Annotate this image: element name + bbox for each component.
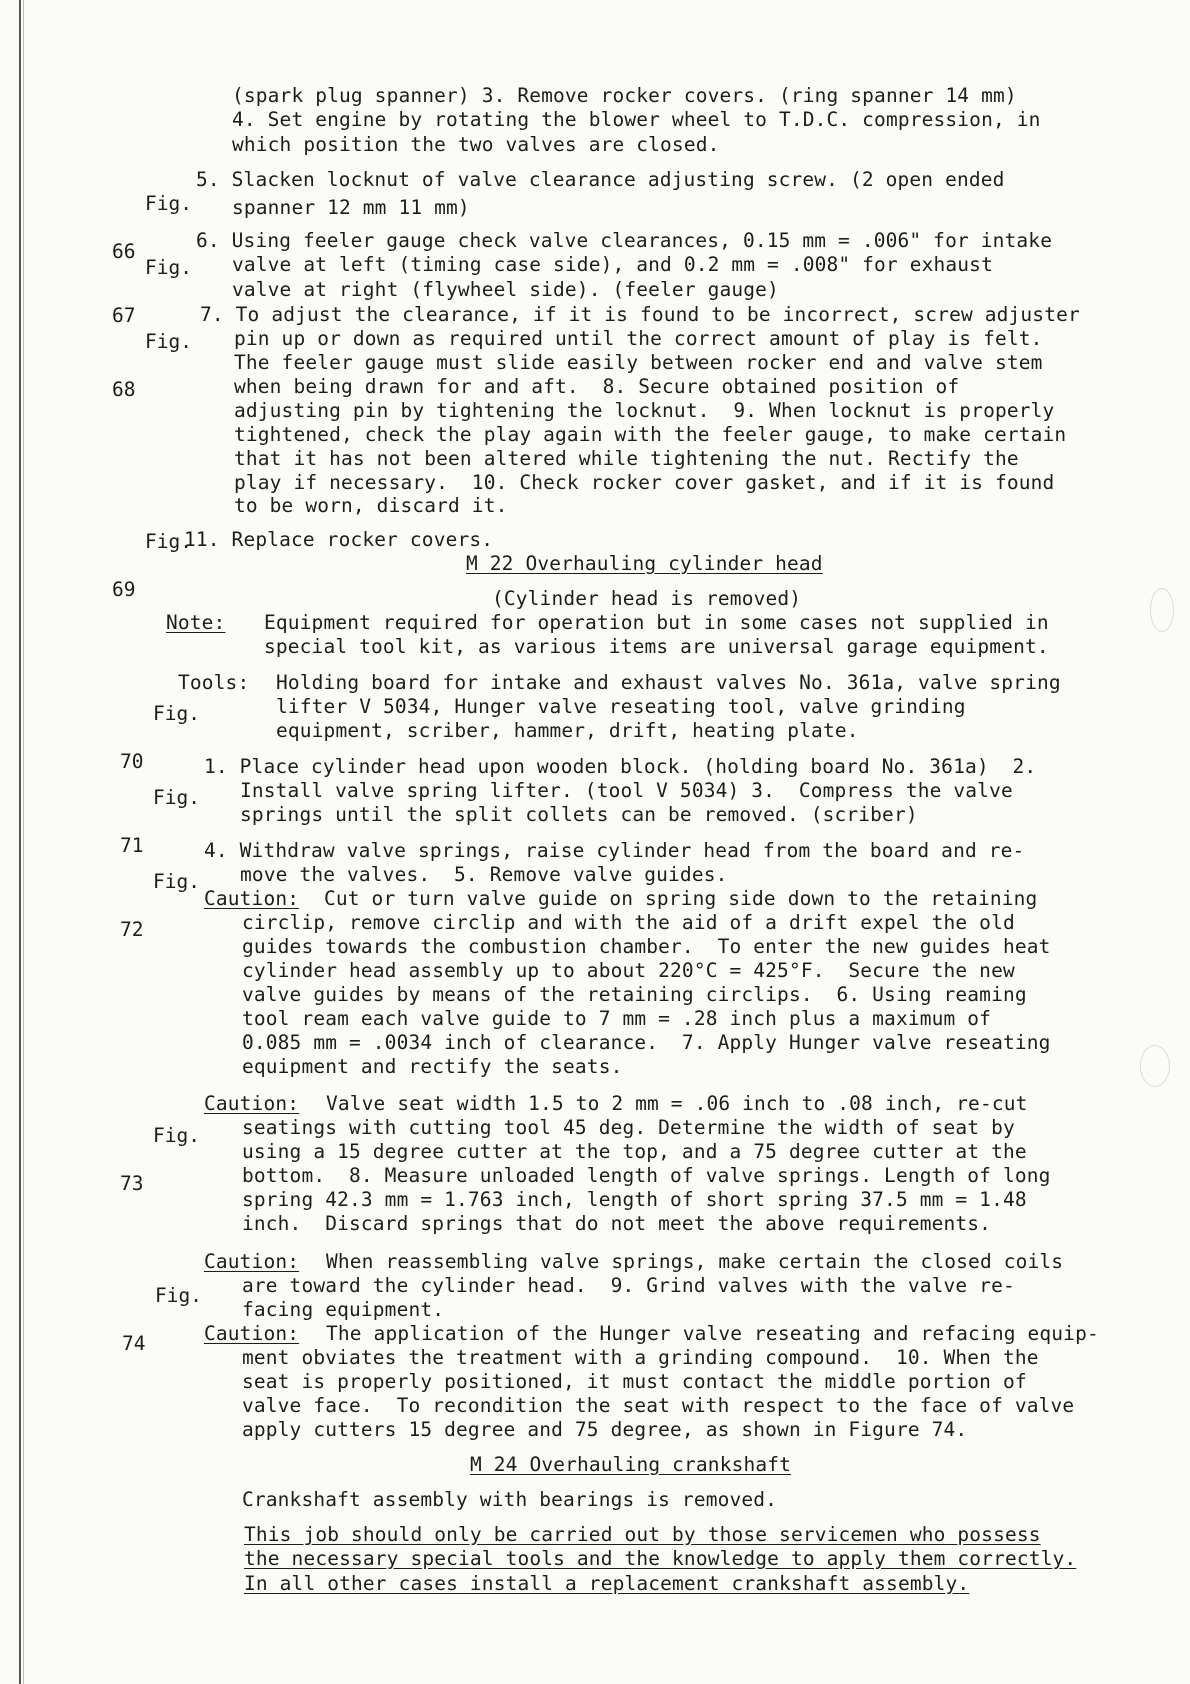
text-line: 6. Using feeler gauge check valve clearances, 0.15 mm = .006" for intake — [196, 229, 1053, 252]
text-line: Equipment required for operation but in some cases not supplied in — [264, 611, 1049, 634]
figure-label: Fig. — [144, 330, 192, 353]
text-line: valve at left (timing case side), and 0.2 mm = .008" for exhaust — [232, 253, 993, 276]
figure-number: 73 — [120, 1172, 144, 1195]
tools-label: Tools: — [178, 671, 250, 694]
section-heading-m24: M 24 Overhauling crankshaft — [470, 1453, 792, 1476]
text-line: bottom. 8. Measure unloaded length of valve springs. Length of long — [242, 1164, 1051, 1187]
text-line: The application of the Hunger valve reseating and refacing equip- — [326, 1322, 1099, 1345]
section-subheading: (Cylinder head is removed) — [492, 587, 802, 610]
text-line: spanner 12 mm 11 mm) — [232, 196, 470, 219]
text-line: 4. Set engine by rotating the blower wheel to T.D.C. compression, in — [232, 108, 1041, 131]
text-line: spring 42.3 mm = 1.763 inch, length of short spring 37.5 mm = 1.48 — [242, 1188, 1027, 1211]
text-line: 5. Slacken locknut of valve clearance adjusting screw. (2 open ended — [196, 168, 1005, 191]
text-line: equipment, scriber, hammer, drift, heating plate. — [276, 719, 859, 742]
text-line: valve face. To recondition the seat with respect to the face of valve — [242, 1394, 1075, 1417]
caution-label: Caution: — [204, 1092, 300, 1115]
binding-line — [19, 0, 21, 1684]
text-line: 4. Withdraw valve springs, raise cylinder head from the board and re- — [204, 839, 1025, 862]
text-line: 1. Place cylinder head upon wooden block. (holding board No. 361a) 2. — [204, 755, 1037, 778]
text-line: circlip, remove circlip and with the aid of a drift expel the old — [242, 911, 1015, 934]
text-line: facing equipment. — [242, 1298, 445, 1321]
caution-label: Caution: — [204, 1250, 300, 1273]
text-line: that it has not been altered while tightening the nut. Rectify the — [234, 447, 1019, 470]
text-line: 0.085 mm = .0034 inch of clearance. 7. Apply Hunger valve reseating — [242, 1031, 1051, 1054]
text-line: using a 15 degree cutter at the top, and a 75 degree cutter at the — [242, 1140, 1027, 1163]
text-line: apply cutters 15 degree and 75 degree, as shown in Figure 74. — [242, 1418, 968, 1441]
text-line: are toward the cylinder head. 9. Grind valves with the valve re- — [242, 1274, 1015, 1297]
figure-number: 68 — [112, 378, 136, 401]
text-line: move the valves. 5. Remove valve guides. — [240, 863, 728, 886]
text-line: equipment and rectify the seats. — [242, 1055, 623, 1078]
text-line: Valve seat width 1.5 to 2 mm = .06 inch to .08 inch, re-cut — [326, 1092, 1028, 1115]
text-line: Crankshaft assembly with bearings is removed. — [242, 1488, 778, 1511]
page-smudge — [1150, 588, 1174, 632]
text-line: When reassembling valve springs, make certain the closed coils — [326, 1250, 1064, 1273]
figure-label: Fig. — [152, 702, 200, 725]
figure-label: Fig. — [144, 530, 192, 553]
text-line: seatings with cutting tool 45 deg. Determine the width of seat by — [242, 1116, 1015, 1139]
text-line: special tool kit, as various items are universal garage equipment. — [264, 635, 1049, 658]
figure-number: 74 — [122, 1332, 146, 1355]
text-line: to be worn, discard it. — [234, 494, 508, 517]
figure-number: 70 — [120, 750, 144, 773]
caution-label: Caution: — [204, 887, 300, 910]
section-heading-m22: M 22 Overhauling cylinder head — [466, 552, 823, 575]
figure-label: Fig. — [152, 786, 200, 809]
text-line: cylinder head assembly up to about 220°C = 425°F. Secure the new — [242, 959, 1015, 982]
figure-ref-68 — [98, 306, 192, 450]
text-line: 11. Replace rocker covers. — [184, 528, 494, 551]
figure-number: 66 — [112, 240, 136, 263]
note-label: Note: — [166, 611, 226, 634]
figure-number: 67 — [112, 304, 136, 327]
text-line: springs until the split collets can be removed. (scriber) — [240, 803, 918, 826]
figure-number: 71 — [120, 834, 144, 857]
binding-line-shadow — [23, 0, 24, 1684]
text-line: The feeler gauge must slide easily between rocker end and valve stem — [234, 351, 1043, 374]
text-line: tool ream each valve guide to 7 mm = .28 inch plus a maximum of — [242, 1007, 992, 1030]
caution-label: Caution: — [204, 1322, 300, 1345]
text-line: ment obviates the treatment with a grinding compound. 10. When the — [242, 1346, 1039, 1369]
text-line: valve at right (flywheel side). (feeler gauge) — [232, 278, 779, 301]
warning-line: In all other cases install a replacement crankshaft assembly. — [244, 1572, 970, 1595]
text-line: adjusting pin by tightening the locknut. 9. When locknut is properly — [234, 399, 1055, 422]
text-line: play if necessary. 10. Check rocker cover gasket, and if it is found — [234, 471, 1055, 494]
warning-line: the necessary special tools and the knowledge to apply them correctly. — [244, 1547, 1077, 1570]
figure-label: Fig. — [154, 1284, 202, 1307]
text-line: valve guides by means of the retaining circlips. 6. Using reaming — [242, 983, 1027, 1006]
figure-label: Fig. — [152, 870, 200, 893]
text-line: pin up or down as required until the correct amount of play is felt. — [234, 327, 1043, 350]
figure-ref-73 — [106, 1100, 200, 1244]
figure-ref-74 — [108, 1260, 202, 1404]
text-line: inch. Discard springs that do not meet the above requirements. — [242, 1212, 992, 1235]
warning-line: This job should only be carried out by those servicemen who possess — [244, 1523, 1041, 1546]
figure-ref-72 — [106, 846, 200, 990]
text-line: which position the two valves are closed. — [232, 133, 720, 156]
figure-label: Fig. — [152, 1124, 200, 1147]
figure-label: Fig. — [144, 192, 192, 215]
figure-label: Fig. — [144, 256, 192, 279]
page-smudge — [1140, 1045, 1170, 1087]
text-line: Cut or turn valve guide on spring side down to the retaining — [324, 887, 1038, 910]
text-line: 7. To adjust the clearance, if it is found to be incorrect, screw adjuster — [200, 303, 1080, 326]
text-line: tightened, check the play again with the feeler gauge, to make certain — [234, 423, 1067, 446]
text-line: Holding board for intake and exhaust valves No. 361a, valve spring — [276, 671, 1061, 694]
text-line: when being drawn for and aft. 8. Secure obtained position of — [234, 375, 960, 398]
figure-number: 69 — [112, 578, 136, 601]
text-line: lifter V 5034, Hunger valve reseating tool, valve grinding — [276, 695, 966, 718]
text-line: seat is properly positioned, it must contact the middle portion of — [242, 1370, 1027, 1393]
text-line: (spark plug spanner) 3. Remove rocker covers. (ring spanner 14 mm) — [232, 84, 1017, 107]
text-line: guides towards the combustion chamber. To enter the new guides heat — [242, 935, 1051, 958]
text-line: Install valve spring lifter. (tool V 5034) 3. Compress the valve — [240, 779, 1013, 802]
figure-number: 72 — [120, 918, 144, 941]
